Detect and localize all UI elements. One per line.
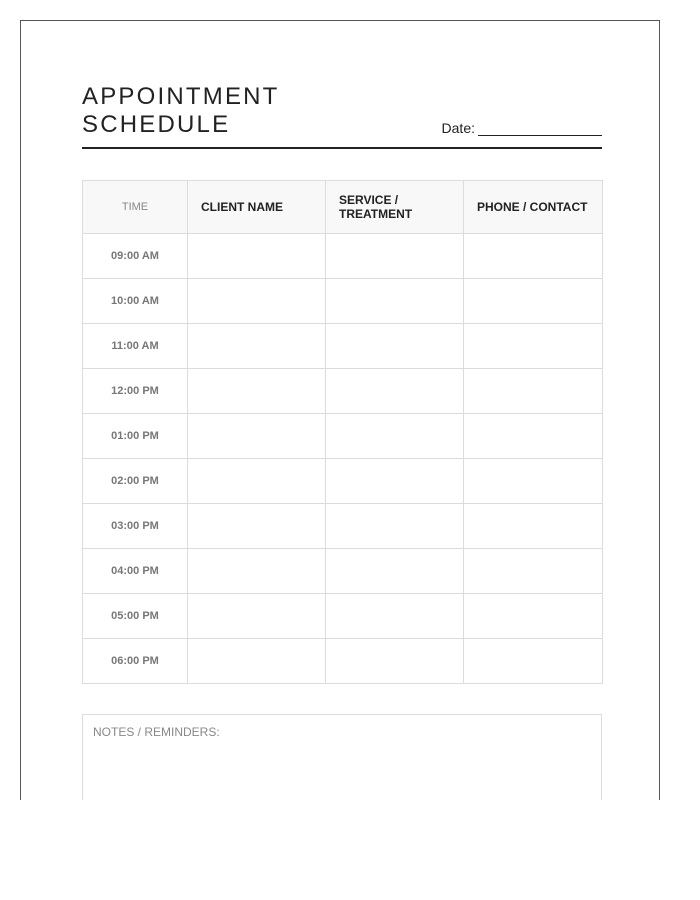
client-name-cell[interactable]: [188, 369, 326, 414]
client-name-cell[interactable]: [188, 594, 326, 639]
phone-contact-cell[interactable]: [464, 369, 603, 414]
schedule-sheet: [20, 20, 660, 800]
phone-contact-cell[interactable]: [464, 279, 603, 324]
column-header-service-line-1: SERVICE /: [339, 193, 399, 207]
client-name-cell[interactable]: [188, 459, 326, 504]
table-row: [83, 324, 603, 369]
phone-contact-cell[interactable]: [464, 414, 603, 459]
service-cell[interactable]: [326, 324, 464, 369]
service-cell[interactable]: [326, 279, 464, 324]
table-row: [83, 459, 603, 504]
table-row: [83, 504, 603, 549]
service-cell[interactable]: [326, 594, 464, 639]
time-slot-label: 06:00 PM: [83, 639, 188, 684]
phone-contact-cell[interactable]: [464, 504, 603, 549]
table-row: [83, 594, 603, 639]
table-row: [83, 369, 603, 414]
phone-contact-cell[interactable]: [464, 324, 603, 369]
service-cell[interactable]: [326, 459, 464, 504]
date-field[interactable]: [442, 120, 602, 136]
column-header-phone-contact: PHONE / CONTACT: [464, 181, 603, 234]
table-row: [83, 279, 603, 324]
date-label: Date:: [441, 120, 475, 136]
page-title: [82, 83, 280, 139]
service-cell[interactable]: [326, 504, 464, 549]
time-slot-label: 03:00 PM: [83, 504, 188, 549]
appointment-table: [82, 180, 603, 684]
phone-contact-cell[interactable]: [464, 459, 603, 504]
date-blank-line[interactable]: [478, 121, 602, 136]
time-slot-label: 09:00 AM: [83, 234, 188, 279]
table-body: [83, 234, 603, 684]
time-slot-label: 01:00 PM: [83, 414, 188, 459]
service-cell[interactable]: [326, 234, 464, 279]
column-header-service: [326, 181, 464, 234]
title-line-1: APPOINTMENT: [82, 83, 280, 110]
header: [82, 81, 602, 149]
client-name-cell[interactable]: [188, 279, 326, 324]
phone-contact-cell[interactable]: [464, 639, 603, 684]
service-cell[interactable]: [326, 369, 464, 414]
title-line-2: SCHEDULE: [82, 111, 231, 138]
client-name-cell[interactable]: [188, 639, 326, 684]
client-name-cell[interactable]: [188, 234, 326, 279]
service-cell[interactable]: [326, 414, 464, 459]
table-row: [83, 549, 603, 594]
column-header-client-name: CLIENT NAME: [188, 181, 326, 234]
client-name-cell[interactable]: [188, 549, 326, 594]
table-header-row: [83, 181, 603, 234]
phone-contact-cell[interactable]: [464, 549, 603, 594]
table-row: [83, 414, 603, 459]
table-row: [83, 234, 603, 279]
time-slot-label: 02:00 PM: [83, 459, 188, 504]
time-slot-label: 12:00 PM: [83, 369, 188, 414]
service-cell[interactable]: [326, 639, 464, 684]
notes-box[interactable]: [82, 714, 602, 800]
client-name-cell[interactable]: [188, 414, 326, 459]
time-slot-label: 05:00 PM: [83, 594, 188, 639]
time-slot-label: 11:00 AM: [83, 324, 188, 369]
column-header-time: TIME: [83, 181, 188, 234]
time-slot-label: 04:00 PM: [83, 549, 188, 594]
client-name-cell[interactable]: [188, 324, 326, 369]
phone-contact-cell[interactable]: [464, 234, 603, 279]
service-cell[interactable]: [326, 549, 464, 594]
time-slot-label: 10:00 AM: [83, 279, 188, 324]
notes-label: NOTES / REMINDERS:: [93, 725, 220, 739]
phone-contact-cell[interactable]: [464, 594, 603, 639]
client-name-cell[interactable]: [188, 504, 326, 549]
column-header-service-line-2: TREATMENT: [339, 207, 413, 221]
table-row: [83, 639, 603, 684]
